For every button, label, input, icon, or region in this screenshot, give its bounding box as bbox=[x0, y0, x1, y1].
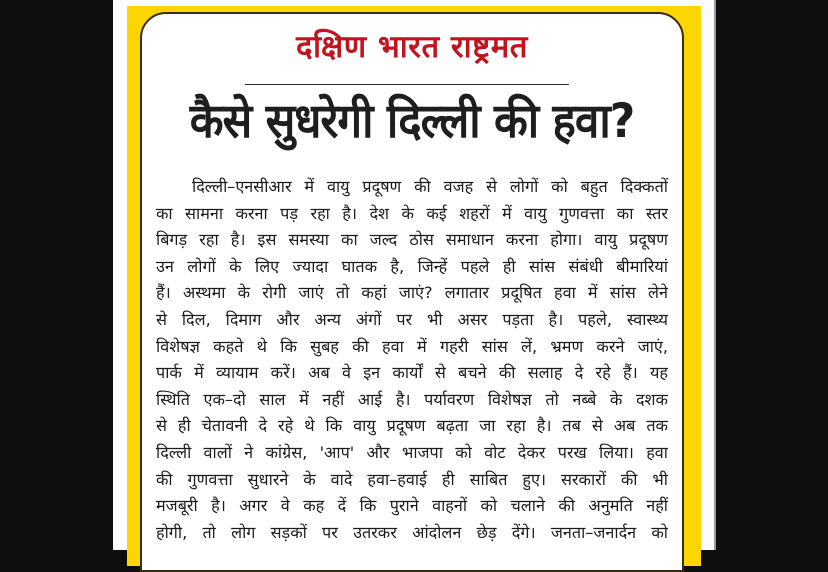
article-line: पार्क में व्यायाम करें। अब वे इन कार्यों से बचने की सलाह दे रहे हैं। यह bbox=[156, 363, 668, 383]
article-line: उन लोगों के लिए ज्यादा घातक है, जिन्हें पहले ही सांस संबंधी बीमारियां bbox=[156, 256, 668, 276]
article-line: से दिल, दिमाग और अन्य अंगों पर भी असर पड़ता है। पहले, स्वास्थ्य bbox=[156, 309, 668, 329]
article-line: मजबूरी है। अगर वे कह दें कि पुराने वाहनों को चलाने की अनुमति नहीं bbox=[156, 496, 668, 516]
article-line: होगी, तो लोग सड़कों पर उतरकर आंदोलन छेड़ देंगे। जनता–जनार्दन को bbox=[156, 522, 668, 542]
article-box bbox=[140, 12, 684, 572]
article-line: दिल्ली वालों ने कांग्रेस, 'आप' और भाजपा को वोट देकर परख लिया। हवा bbox=[156, 442, 668, 462]
article-line: का सामना करना पड़ रहा है। देश के कई शहरों में वायु गुणवत्ता का स्तर bbox=[156, 203, 668, 223]
article-line: बिगड़ रहा है। इस समस्या का जल्द ठोस समाधान करना होगा। वायु प्रदूषण bbox=[156, 230, 668, 250]
article-line: की गुणवत्ता सुधारने के वादे हवा–हवाई ही साबित हुए। सरकारों की भी bbox=[156, 469, 668, 489]
article-line: विशेषज्ञ कहते थे कि सुबह की हवा में गहरी सांस लें, भ्रमण करने जाएं, bbox=[156, 336, 668, 356]
masthead-title: दक्षिण भारत राष्ट्रमत bbox=[296, 29, 528, 65]
article-line: हैं। अस्थमा के रोगी जाएं तो कहां जाएं? लगातार प्रदूषित हवा में सांस लेने bbox=[156, 283, 668, 303]
article-line: से ही चेतावनी दे रहे थे कि वायु प्रदूषण बढ़ता जा रहा है। तब से अब तक bbox=[156, 416, 668, 436]
article-line: दिल्ली–एनसीआर में वायु प्रदूषण की वजह से लोगों को बहुत दिक्कतों bbox=[192, 177, 668, 196]
masthead-divider bbox=[245, 84, 569, 85]
article-line: स्थिति एक–दो साल में नहीं आई है। पर्यावरण विशेषज्ञ तो नब्बे के दशक bbox=[156, 389, 668, 409]
article-headline: कैसे सुधरेगी दिल्ली की हवा? bbox=[189, 93, 635, 149]
article-body bbox=[156, 174, 668, 546]
